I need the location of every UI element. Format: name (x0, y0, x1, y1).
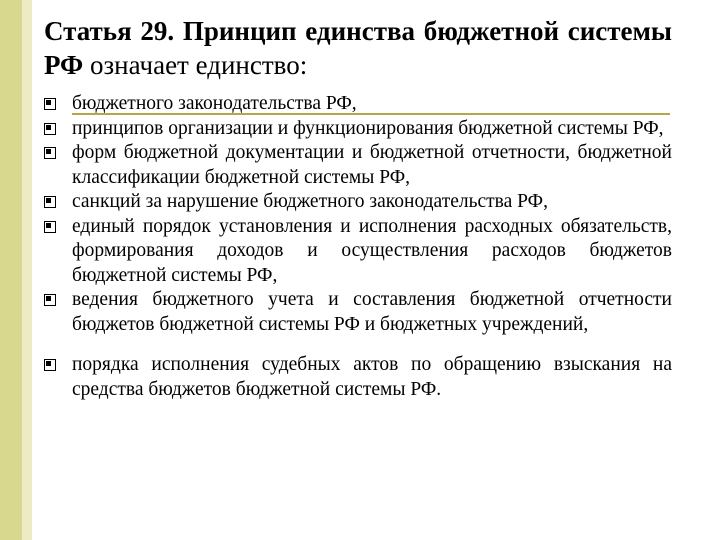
list-item (44, 215, 672, 289)
square-bullet-icon (44, 147, 56, 159)
list-item (44, 117, 672, 142)
list-item-text: бюджетного законодательства РФ, (72, 93, 357, 114)
slide-title (44, 14, 672, 82)
list-item (44, 141, 672, 190)
list-item (44, 92, 672, 117)
square-bullet-icon (44, 294, 56, 306)
list-item (44, 353, 672, 402)
list-item-text: принципов организации и функционирования бюджетной системы РФ, (72, 117, 664, 139)
square-bullet-icon (44, 221, 56, 233)
square-bullet-icon (44, 123, 56, 135)
square-bullet-icon (44, 196, 56, 208)
list-item-text: порядка исполнения судебных актов по обращению взыскания на средства бюджетов бюджетной системы РФ. (72, 354, 672, 400)
list-item-text: форм бюджетной документации и бюджетной отчетности, бюджетной классификации бюджетной системы РФ, (72, 142, 672, 188)
list-item-text: ведения бюджетного учета и составления бюджетной отчетности бюджетов бюджетной системы РФ и бюджетных учреждений, (72, 289, 672, 335)
square-bullet-icon (44, 359, 56, 371)
title-bold-part: Статья 29. Принцип единства бюджетной системы РФ (44, 16, 672, 80)
square-bullet-icon (44, 98, 56, 110)
list-item-text: санкций за нарушение бюджетного законодательства РФ, (72, 191, 548, 212)
list-item (44, 190, 672, 215)
bullet-list (44, 92, 672, 402)
left-accent-bar (0, 0, 22, 540)
left-accent-bar-light (22, 0, 32, 540)
list-item-text: единый порядок установления и исполнения расходных обязательств, формирования доходов и осуществления расходов бюджетов бюджетной системы РФ, (72, 215, 672, 286)
list-item (44, 288, 672, 337)
title-normal-part: означает единство: (83, 50, 308, 80)
